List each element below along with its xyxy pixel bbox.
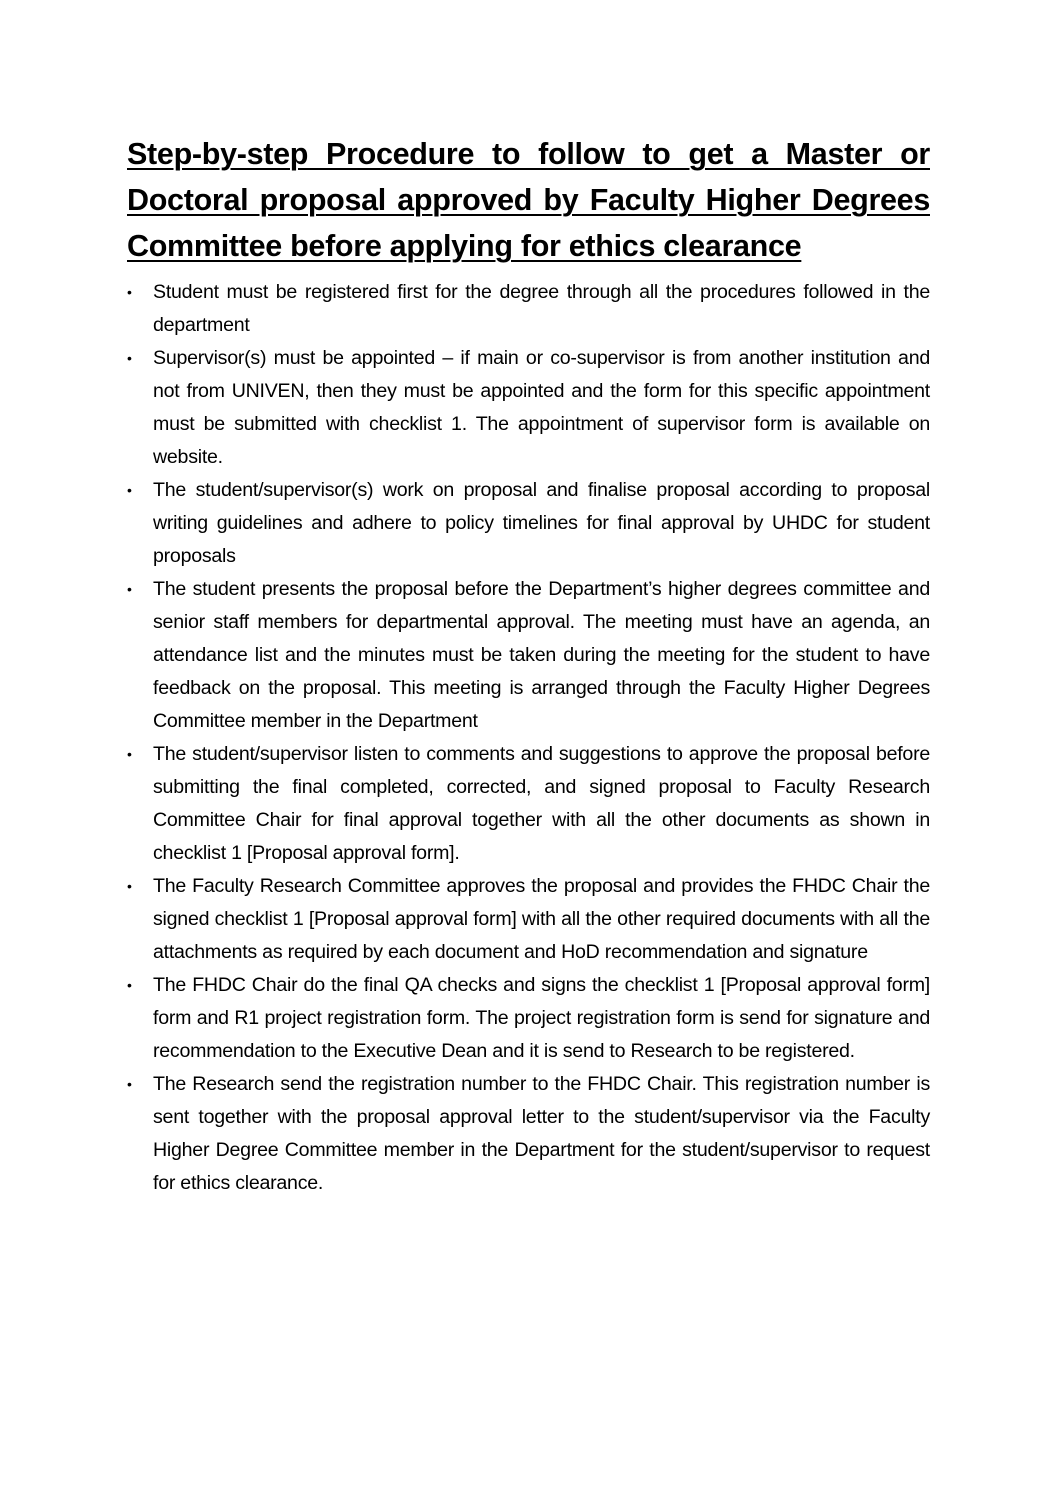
procedure-steps-list bbox=[127, 276, 930, 1200]
step-text: Supervisor(s) must be appointed – if main or co-supervisor is from another institution and not from UNIVEN, then they must be appointed and the form for this specific appointment must be submitted with checklist 1. The appointment of supervisor form is available on website. bbox=[153, 347, 930, 468]
list-item bbox=[127, 573, 930, 738]
step-text: Student must be registered first for the degree through all the procedures followed in the department bbox=[153, 281, 930, 336]
bullet-icon: • bbox=[127, 746, 132, 762]
bullet-icon: • bbox=[127, 878, 132, 894]
document-title: Step-by-step Procedure to follow to get a Master or Doctoral proposal approved by Faculty Higher Degrees Committee before applying for ethics clearance bbox=[127, 137, 930, 263]
bullet-icon: • bbox=[127, 482, 132, 498]
bullet-icon: • bbox=[127, 350, 132, 366]
bullet-icon: • bbox=[127, 977, 132, 993]
list-item bbox=[127, 1068, 930, 1200]
list-item bbox=[127, 738, 930, 870]
bullet-icon: • bbox=[127, 1076, 132, 1092]
list-item bbox=[127, 969, 930, 1068]
step-text: The Research send the registration number to the FHDC Chair. This registration number is sent together with the proposal approval letter to the student/supervisor via the Faculty Higher Degree Committee member in the Department for the student/supervisor to request for ethics clearance. bbox=[153, 1073, 930, 1194]
step-text: The student/supervisor(s) work on proposal and finalise proposal according to proposal writing guidelines and adhere to policy timelines for final approval by UHDC for student proposals bbox=[153, 479, 930, 567]
bullet-icon: • bbox=[127, 284, 132, 300]
step-text: The student presents the proposal before the Department’s higher degrees committee and senior staff members for departmental approval. The meeting must have an agenda, an attendance list and the minutes must be taken during the meeting for the student to have feedback on the proposal. This meeting is arranged through the Faculty Higher Degrees Committee member in the Department bbox=[153, 578, 930, 732]
list-item bbox=[127, 474, 930, 573]
step-text: The Faculty Research Committee approves the proposal and provides the FHDC Chair the signed checklist 1 [Proposal approval form] with all the other required documents with all the attachments as required by each document and HoD recommendation and signature bbox=[153, 875, 930, 963]
bullet-icon: • bbox=[127, 581, 132, 597]
list-item bbox=[127, 342, 930, 474]
step-text: The student/supervisor listen to comments and suggestions to approve the proposal before submitting the final completed, corrected, and signed proposal to Faculty Research Committee Chair for final approval together with all the other documents as shown in checklist 1 [Proposal approval form]. bbox=[153, 743, 930, 864]
list-item bbox=[127, 276, 930, 342]
step-text: The FHDC Chair do the final QA checks and signs the checklist 1 [Proposal approval form] form and R1 project registration form. The project registration form is send for signature and recommendation to the Executive Dean and it is send to Research to be registered. bbox=[153, 974, 930, 1062]
list-item bbox=[127, 870, 930, 969]
